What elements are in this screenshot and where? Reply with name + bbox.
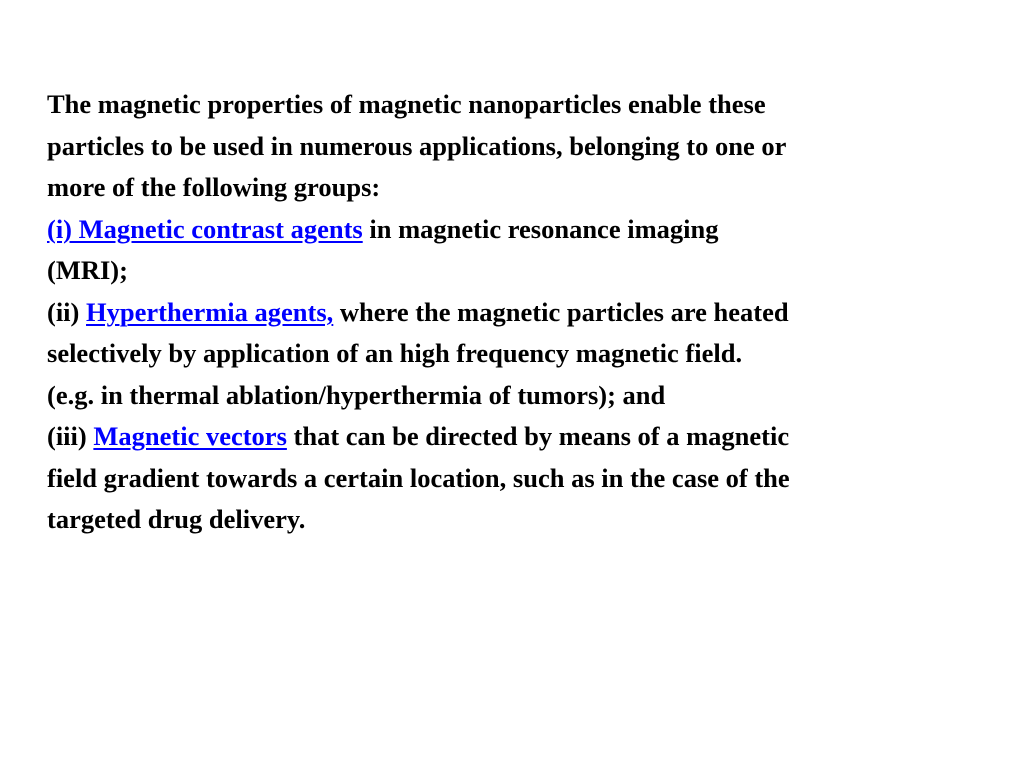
intro-line-2: particles to be used in numerous applications, belonging to one or (47, 130, 787, 161)
magnetic-contrast-agents-link[interactable]: (i) Magnetic contrast agents (47, 213, 363, 244)
slide-body (47, 84, 1007, 541)
intro-line-3: more of the following groups: (47, 172, 381, 202)
item-3-text: that can be directed by means of a magnetic (286, 421, 790, 451)
intro-line-1: The magnetic properties of magnetic nanoparticles enable these (47, 89, 766, 119)
item-2-prefix: (ii) (47, 296, 86, 327)
item-2-text: where the magnetic particles are heated (333, 296, 789, 327)
hyperthermia-agents-link[interactable]: Hyperthermia agents, (86, 296, 334, 327)
item-2-line-2: selectively by application of an high frequency magnetic field. (47, 338, 743, 368)
item-1-text: in magnetic resonance imaging (362, 213, 719, 244)
item-2-line-1 (47, 292, 1007, 334)
item-1-line-1 (47, 209, 1007, 251)
item-2-line-3: (e.g. in thermal ablation/hyperthermia of tumors); and (47, 379, 666, 410)
item-1-line-2: (MRI); (47, 255, 128, 285)
magnetic-vectors-link[interactable]: Magnetic vectors (93, 421, 287, 451)
item-3-line-1 (47, 416, 1007, 458)
item-3-line-3: targeted drug delivery. (47, 504, 306, 534)
item-3-prefix: (iii) (47, 421, 94, 451)
item-3-line-2: field gradient towards a certain location, such as in the case of the (47, 462, 790, 493)
